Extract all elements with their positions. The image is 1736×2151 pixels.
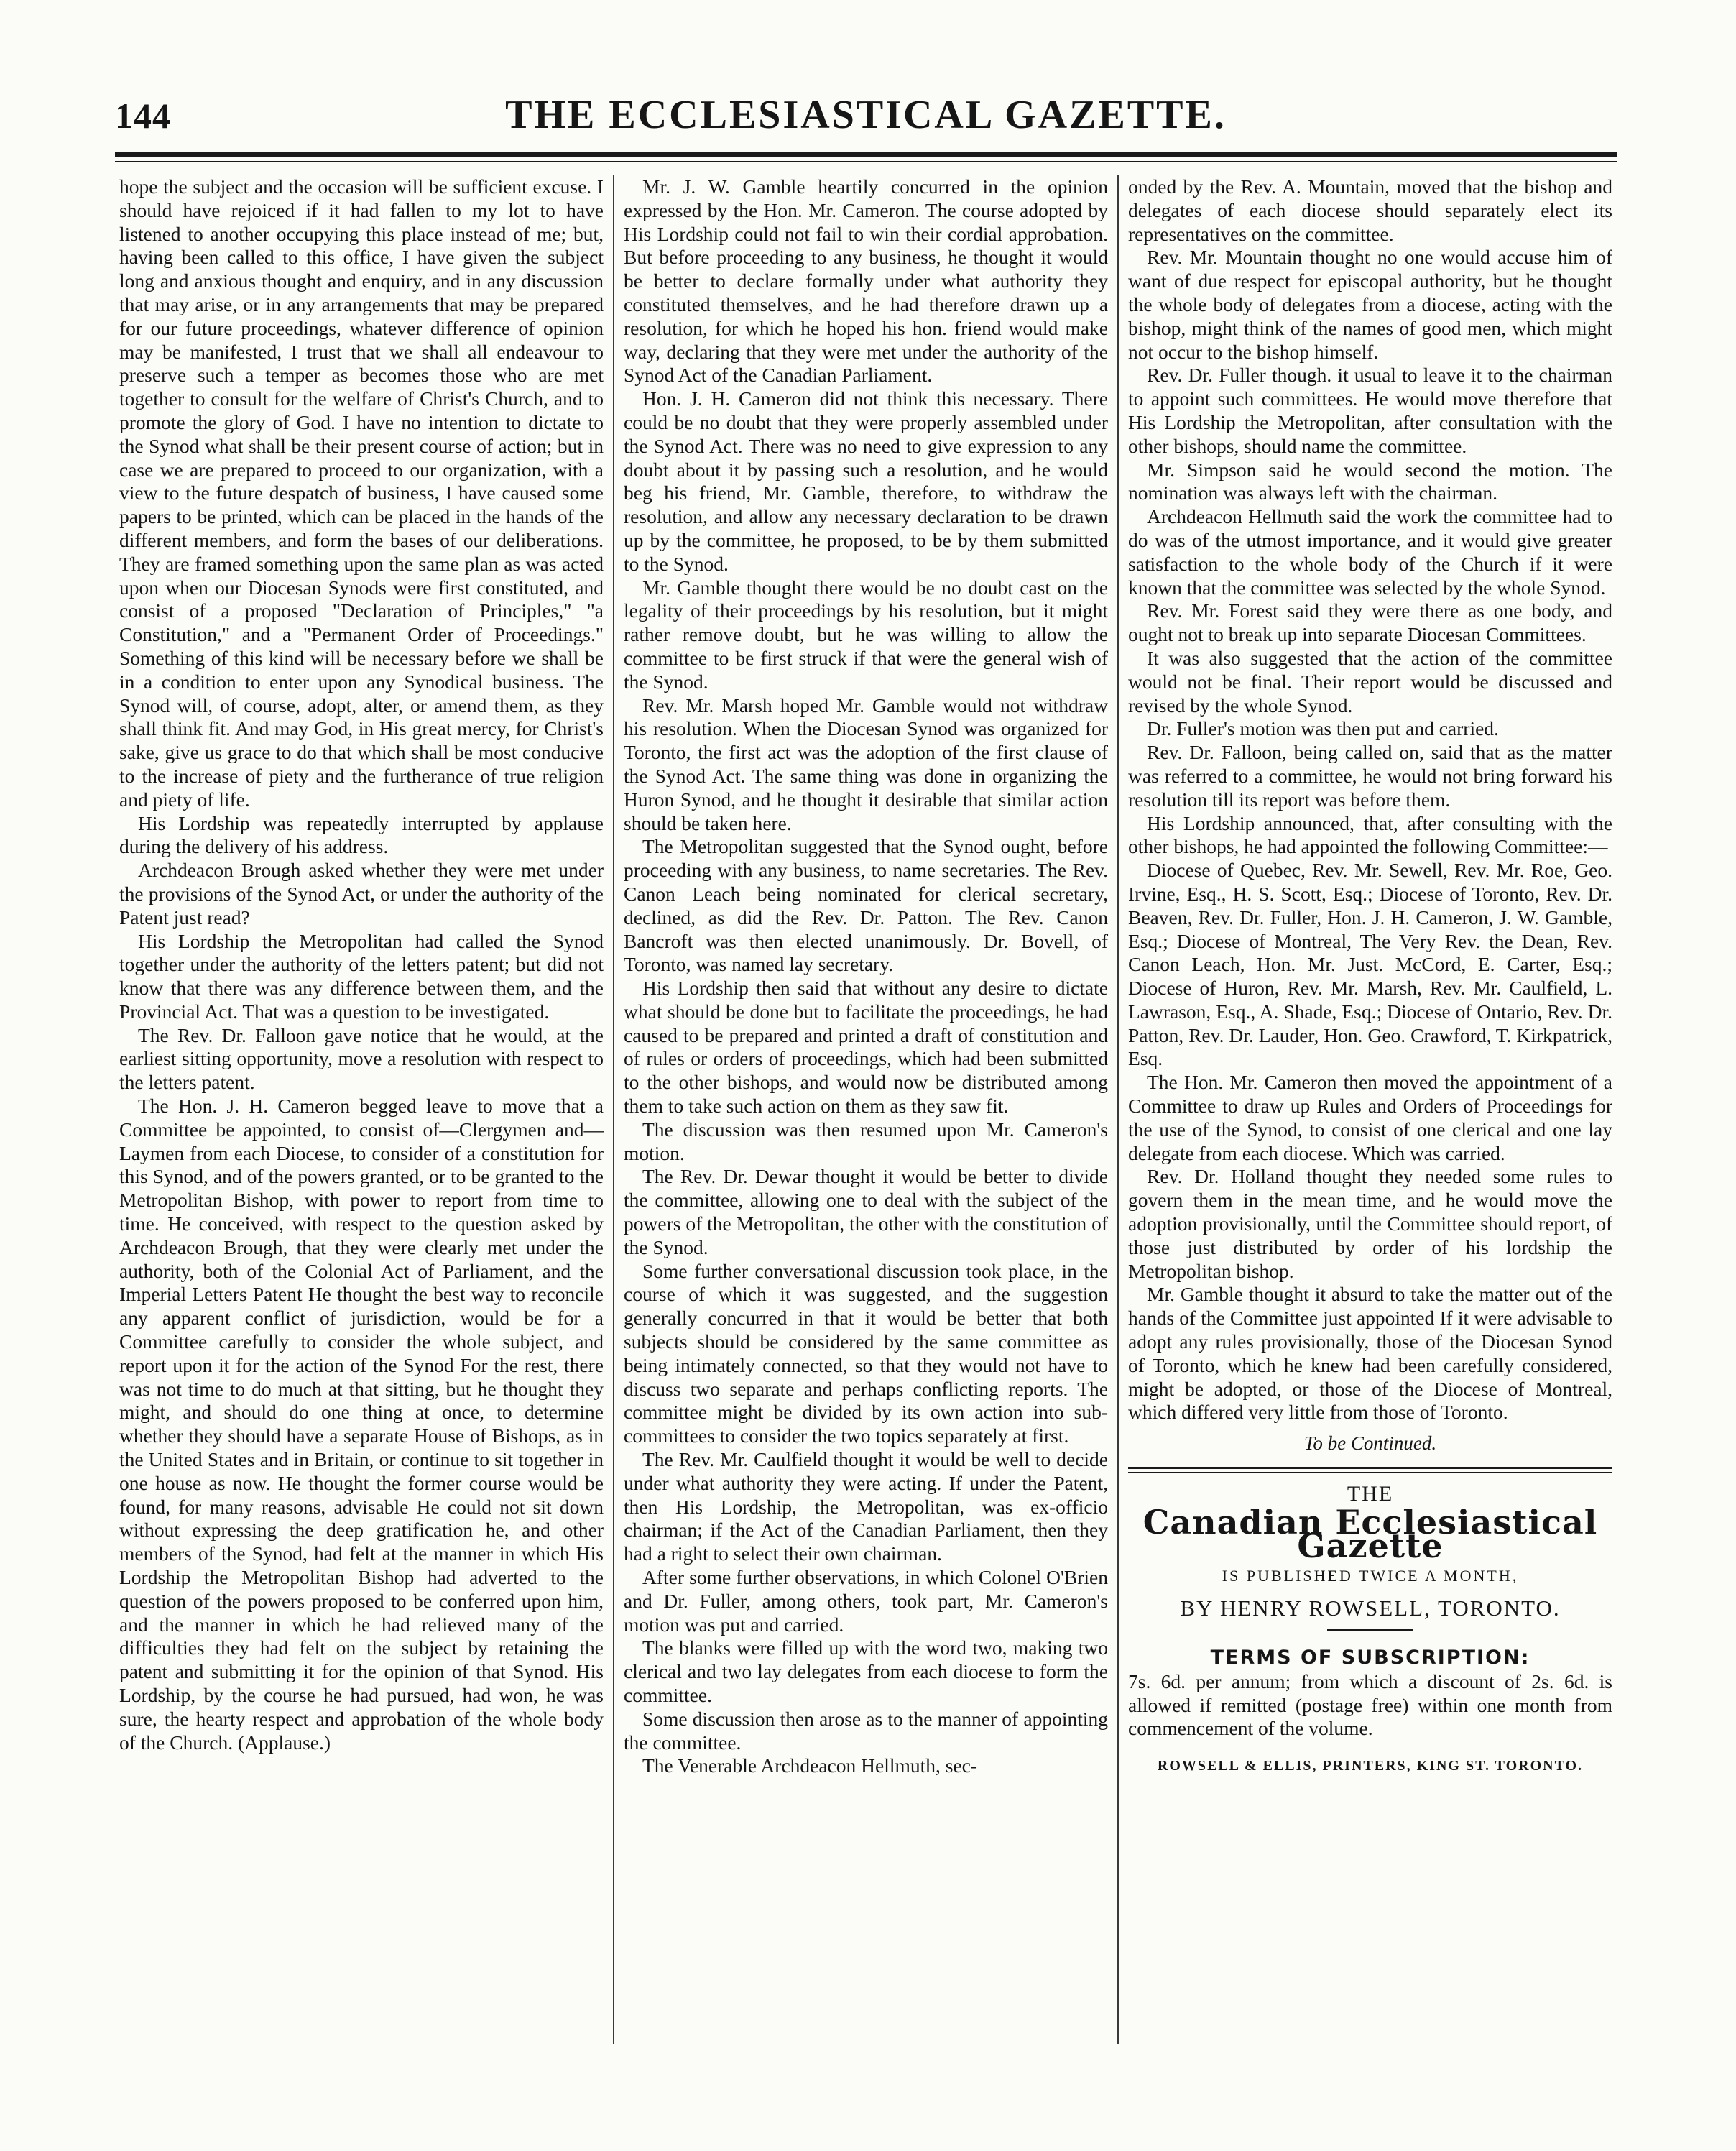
header-rule [115,152,1617,157]
paragraph: Hon. J. H. Cameron did not think this necessary. There could be no doubt that they were properly assembled under the Synod Act. There was no need to give expression to any doubt about it by passing such a resolution, and he would beg his friend, Mr. Gamble, therefore, to withdraw the resolution, and allow any necessary declaration to be drawn up by the committee, he proposed, to be by them submitted to the Synod. [624,387,1108,575]
column-3 [1128,175,1612,1778]
paragraph: hope the subject and the occasion will be sufficient excuse. I should have rejoiced if it had fallen to my lot to have listened to another occupying this place instead of me; but, having been called to this office, I have given the subject long and anxious thought and enquiry, and in any discussion that may arise, or in any arrangements that may be prepared for our future proceedings, whatever difference of opinion may be manifested, I trust that we shall all endeavour to preserve such a temper as becomes those who are met together to consult for the welfare of Christ's Church, and to promote the glory of God. I have no intention to dictate to the Synod what shall be their present course of action; but in case we are prepared to proceed to our organization, with a view to the future despatch of business, I have caused some papers to be printed, which can be placed in the hands of the different members, and form the bases of our deliberations. They are framed something upon the same plan as was acted upon when our Diocesan Synods were first constituted, and consist of a proposed "Declaration of Principles," "a Constitution," and a "Permanent Order of Proceedings." Something of this kind will be necessary before we shall be in a condition to enter upon any Synodical business. The Synod will, of course, adopt, alter, or amend them, as they shall think fit. And may God, in His great mercy, for Christ's sake, give us grace to do that which shall be most conducive to the increase of piety and the furtherance of true religion and piety of life. [119,175,604,811]
paragraph: The blanks were filled up with the word two, making two clerical and two lay delegates from each diocese to form the committee. [624,1636,1108,1706]
column-divider [1117,175,1119,2044]
paragraph: The Rev. Dr. Falloon gave notice that he would, at the earliest sitting opportunity, move a resolution with respect to the letters patent. [119,1023,604,1094]
paragraph: The Rev. Mr. Caulfield thought it would be well to decide under what authority they were acting. If under the Patent, then His Lordship, the Metropolitan, was ex-officio chairman; if the Act of the Canadian Parliament, then they had a right to select their own chairman. [624,1448,1108,1565]
paragraph: Some further conversational discussion took place, in the course of which it was suggested, and the suggestion generally concurred in that it would be better that both subjects should be considered by the same committee as being intimately connected, so that they would not have to discuss two separate and perhaps conflicting reports. The committee might be divided by its own action into sub-committees to consider the two topics separately at first. [624,1259,1108,1447]
paragraph: Archdeacon Brough asked whether they were met under the provisions of the Synod Act, or under the authority of the Patent just read? [119,859,604,929]
paragraph: His Lordship the Metropolitan had called the Synod together under the authority of the letters patent; but did not know that there was any difference between them, and the Provincial Act. That was a question to be investigated. [119,929,604,1023]
column-divider [613,175,614,2044]
page-title: THE ECCLESIASTICAL GAZETTE. [505,93,1227,137]
paragraph: Rev. Dr. Holland thought they needed some rules to govern them in the mean time, and he would move the adoption provisionally, until the Committee should report, of those just distributed by order of his lordship the Metropolitan bishop. [1128,1165,1612,1282]
imprint-rule [1128,1467,1612,1469]
page-header [115,92,1617,142]
paragraph: Rev. Dr. Fuller though. it usual to leave it to the chairman to appoint such committees. He would move therefore that His Lordship the Metropolitan, after consultation with the other bishops, should name the committee. [1128,364,1612,457]
header-rule-thin [115,161,1617,162]
paragraph: His Lordship was repeatedly interrupted by applause during the delivery of his address. [119,811,604,858]
imprint-rule-thin [1128,1472,1612,1473]
paragraph: Some discussion then arose as to the manner of appointing the committee. [624,1707,1108,1754]
paragraph: Rev. Mr. Marsh hoped Mr. Gamble would not withdraw his resolution. When the Diocesan Synod was organized for Toronto, the first act was the adoption of the first clause of the Synod Act. The same thing was done in organizing the Huron Synod, and he thought it desirable that similar action should be taken here. [624,694,1108,834]
paragraph: Rev. Dr. Falloon, being called on, said that as the matter was referred to a committee, he would not bring forward his resolution till its report was before them. [1128,741,1612,811]
imprint-the: THE [1347,1482,1394,1506]
paragraph: It was also suggested that the action of the committee would not be final. Their report would be discussed and revised by the whole Synod. [1128,646,1612,717]
paragraph: Mr. Gamble thought there would be no doubt cast on the legality of their proceedings by his resolution, but it might rather remove doubt, but he was willing to allow the committee to be first struck if that were the general wish of the Synod. [624,576,1108,693]
paragraph: After some further observations, in which Colonel O'Brien and Dr. Fuller, among others, took part, Mr. Cameron's motion was put and carried. [624,1566,1108,1636]
column-1 [119,175,604,1754]
paragraph: The Hon. Mr. Cameron then moved the appointment of a Committee to draw up Rules and Orders of Proceedings for the use of the Synod, to consist of one clerical and one lay delegate from each diocese. Which was carried. [1128,1071,1612,1164]
paragraph: Mr. Simpson said he would second the motion. The nomination was always left with the chairman. [1128,458,1612,505]
divider [1327,1629,1413,1631]
paragraph: Mr. Gamble thought it absurd to take the matter out of the hands of the Committee just appointed If it were advisable to adopt any rules provisionally, those of the Diocesan Synod of Toronto, which he knew had been carefully considered, might be adopted, or those of the Diocese of Montreal, which differed very little from those of Toronto. [1128,1283,1612,1424]
paragraph: His Lordship announced, that, after consulting with the other bishops, he had appointed the following Committee:— [1128,811,1612,858]
imprint-title: Canadian Ecclesiastical Gazette [1142,1502,1598,1565]
printer-line: ROWSELL & ELLIS, PRINTERS, KING ST. TORONTO. [1157,1758,1584,1774]
paragraph: Rev. Mr. Mountain thought no one would accuse him of want of due respect for episcopal authority, but he thought the whole body of delegates from a diocese, acting with the bishop, might think of the names of good men, which might not occur to the bishop himself. [1128,246,1612,363]
paragraph: The Metropolitan suggested that the Synod ought, before proceeding with any business, to name secretaries. The Rev. Canon Leach being nominated for clerical secretary, declined, as did the Rev. Dr. Patton. The Rev. Canon Bancroft was then elected unanimously. Dr. Bovell, of Toronto, was named lay secretary. [624,835,1108,976]
paragraph: His Lordship then said that without any desire to dictate what should be done but to facilitate the proceedings, he had caused to be prepared and printed a draft of constitution and of rules or orders of proceedings, which had been submitted to the other bishops, and would now be distributed among them to take such action on them as they saw fit. [624,977,1108,1118]
paragraph: The Venerable Archdeacon Hellmuth, sec- [642,1754,978,1777]
paragraph: onded by the Rev. A. Mountain, moved that the bishop and delegates of each diocese should separately elect its representatives on the committee. [1128,175,1612,245]
paragraph: Dr. Fuller's motion was then put and carried. [1147,717,1499,740]
paragraph: Archdeacon Hellmuth said the work the committee had to do was of the utmost importance, and it would give greater satisfaction to the whole body of the Church if it were known that the committee was selected by the whole Synod. [1128,505,1612,599]
paragraph: Rev. Mr. Forest said they were there as one body, and ought not to break up into separate Diocesan Committees. [1128,599,1612,646]
page-number: 144 [115,96,171,136]
terms-heading: TERMS OF SUBSCRIPTION: [1210,1646,1530,1669]
paragraph: The Rev. Dr. Dewar thought it would be better to divide the committee, allowing one to deal with the subject of the powers of the Metropolitan, the other with the constitution of the Synod. [624,1165,1108,1258]
paragraph: Diocese of Quebec, Rev. Mr. Sewell, Rev. Mr. Roe, Geo. Irvine, Esq., H. S. Scott, Esq.; Diocese of Toronto, Rev. Dr. Beaven, Rev. Dr. Fuller, Hon. J. H. Cameron, J. W. Gamble, Esq.; Diocese of Montreal, The Very Rev. the Dean, Rev. Canon Leach, Hon. Mr. Just. McCord, E. Carter, Esq.; Diocese of Huron, Rev. Mr. Marsh, Rev. Mr. Caulfield, L. Lawrason, Esq., A. Shade, Esq.; Diocese of Ontario, Rev. Dr. Patton, Rev. Dr. Lauder, Hon. Geo. Crawford, T. Kirkpatrick, Esq. [1128,859,1612,1070]
paragraph: The Hon. J. H. Cameron begged leave to move that a Committee be appointed, to consist of—Clergymen and—Laymen from each Diocese, to consider of a constitution for this Synod, and of the powers granted, or to be granted to the Metropolitan Bishop, with power to report from time to time. He conceived, with respect to the question asked by Archdeacon Brough, that they were clearly met under the authority, both of the Colonial Act of Parliament, and the Imperial Letters Patent He thought the best way to reconcile any apparent conflict of jurisdiction, would be for a Committee carefully to consider the whole subject, and report upon it for the action of the Synod For the rest, there was not time to do much at that sitting, but he thought they might, and should do one thing at once, to determine whether they should have a separate House of Bishops, as in the United States and in Britain, or continue to sit together in one house as now. He thought the former course would be found, for many reasons, advisable He could not sit down without expressing the deep gratification he, and other members of the Synod, had felt at the manner in which His Lordship the Metropolitan Bishop had adverted to the question of the powers proposed to be conferred upon him, and the manner in which he had relieved many of the difficulties they had felt on the subject by retaining the patent and submitting it for the opinion of that Synod. His Lordship, by the course he had pursued, had won, he was sure, the hearty respect and approbation of the whole body of the Church. (Applause.) [119,1095,604,1754]
to-be-continued: To be Continued. [1303,1432,1437,1455]
column-2 [624,175,1108,1778]
paragraph: The discussion was then resumed upon Mr. Cameron's motion. [624,1118,1108,1164]
publisher-imprint [1128,1483,1612,1621]
imprint-publisher: BY HENRY ROWSELL, TORONTO. [1180,1595,1561,1621]
terms-text: 7s. 6d. per annum; from which a discount of 2s. 6d. is allowed if remitted (postage free) within one month from commencement of the volume. [1128,1669,1612,1740]
paragraph: Mr. J. W. Gamble heartily concurred in the opinion expressed by the Hon. Mr. Cameron. The course adopted by His Lordship could not fail to win their cordial approbation. But before proceeding to any business, he thought it would be better to declare formally under what authority they constituted themselves, and he had therefore drawn up a resolution, for which he hoped his hon. friend would make way, declaring that they were met under the authority of the Synod Act of the Canadian Parliament. [624,175,1108,387]
imprint-frequency: IS PUBLISHED TWICE A MONTH, [1222,1567,1519,1585]
